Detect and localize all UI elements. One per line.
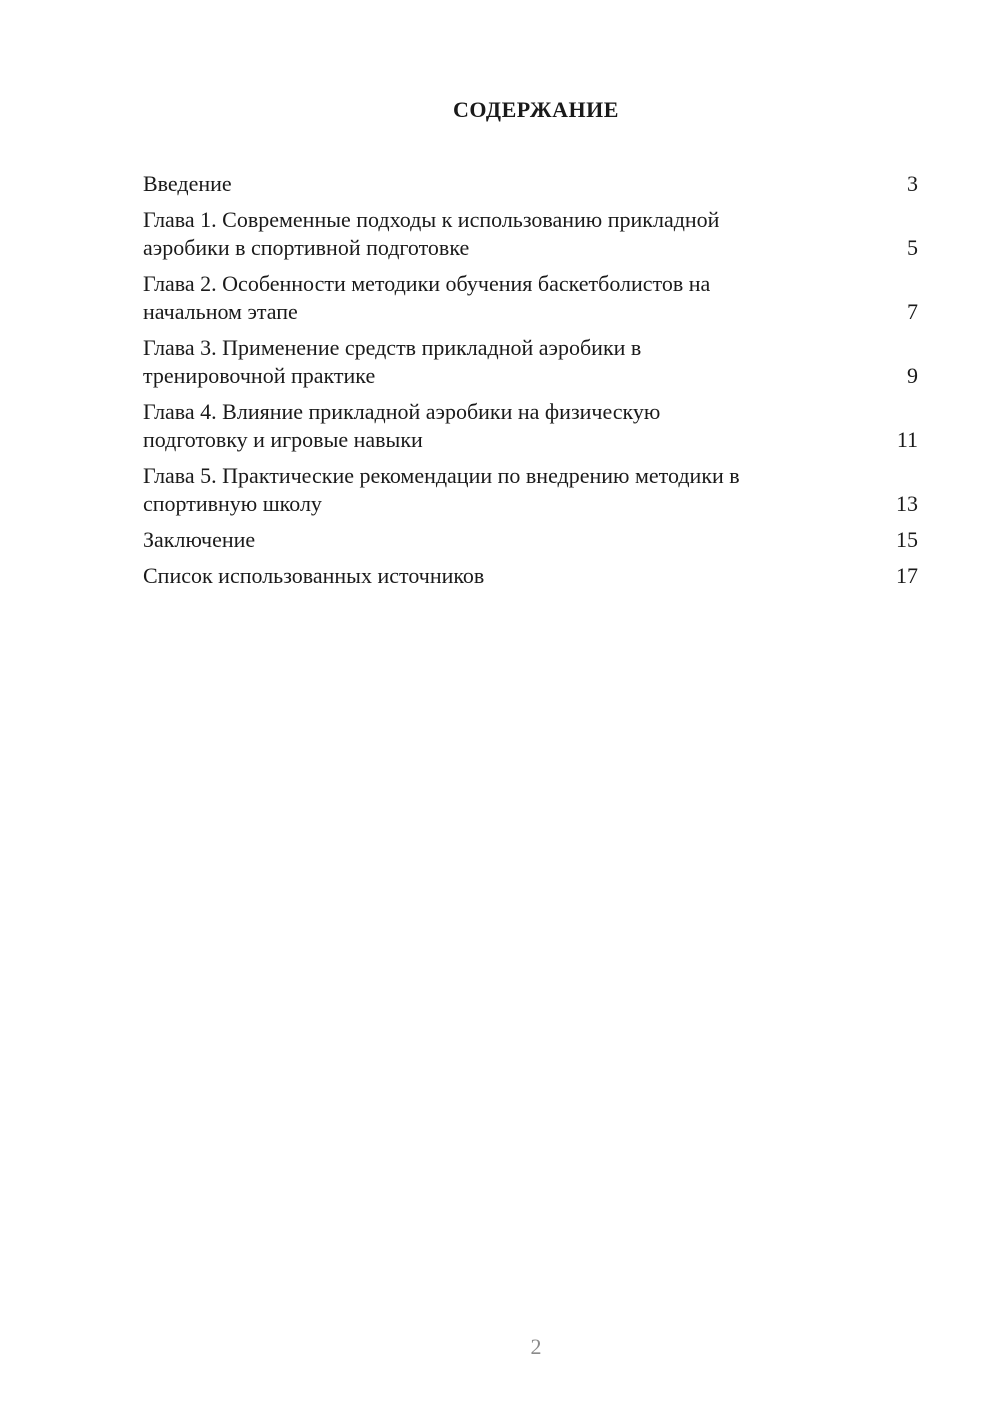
toc-entry-text-continued: тренировочной практике xyxy=(143,363,376,388)
toc-entry-chapter-4[interactable] xyxy=(143,398,918,454)
footer-page-number: 2 xyxy=(530,1334,542,1359)
toc-entry-chapter-3[interactable] xyxy=(143,334,918,390)
toc-entry-page-number: 9 xyxy=(907,363,918,388)
toc-entry-page-number: 17 xyxy=(896,563,918,588)
toc-entry-text: Глава 3. Применение средств прикладной аэробики в xyxy=(143,335,642,360)
toc-entry-text: Заключение xyxy=(143,527,256,552)
toc-entry-text: Глава 5. Практические рекомендации по внедрению методики в xyxy=(143,463,740,488)
toc-entry-text: Глава 1. Современные подходы к использованию прикладной xyxy=(143,207,720,232)
toc-entry-text-continued: подготовку и игровые навыки xyxy=(143,427,423,452)
toc-entry-page-number: 5 xyxy=(907,235,918,260)
toc-list xyxy=(143,170,918,598)
toc-entry-text-continued: аэробики в спортивной подготовке xyxy=(143,235,470,260)
toc-title: СОДЕРЖАНИЕ xyxy=(453,97,619,122)
toc-entry-references[interactable] xyxy=(143,562,918,590)
toc-entry-text: Глава 2. Особенности методики обучения баскетболистов на xyxy=(143,271,711,296)
toc-entry-page-number: 13 xyxy=(896,491,918,516)
toc-entry-page-number: 11 xyxy=(896,427,918,452)
toc-entry-chapter-5[interactable] xyxy=(143,462,918,518)
toc-entry-text-continued: спортивную школу xyxy=(143,491,322,516)
toc-entry-chapter-2[interactable] xyxy=(143,270,918,326)
toc-entry-chapter-1[interactable] xyxy=(143,206,918,262)
toc-entry-text-continued: начальном этапе xyxy=(143,299,298,324)
toc-entry-page-number: 7 xyxy=(907,299,918,324)
toc-entry-introduction[interactable] xyxy=(143,170,918,198)
toc-entry-page-number: 15 xyxy=(896,527,918,552)
toc-entry-page-number: 3 xyxy=(907,171,918,196)
toc-entry-text: Список использованных источников xyxy=(143,563,485,588)
toc-entry-text: Глава 4. Влияние прикладной аэробики на физическую xyxy=(143,399,661,424)
toc-entry-conclusion[interactable] xyxy=(143,526,918,554)
toc-entry-text: Введение xyxy=(143,171,232,196)
